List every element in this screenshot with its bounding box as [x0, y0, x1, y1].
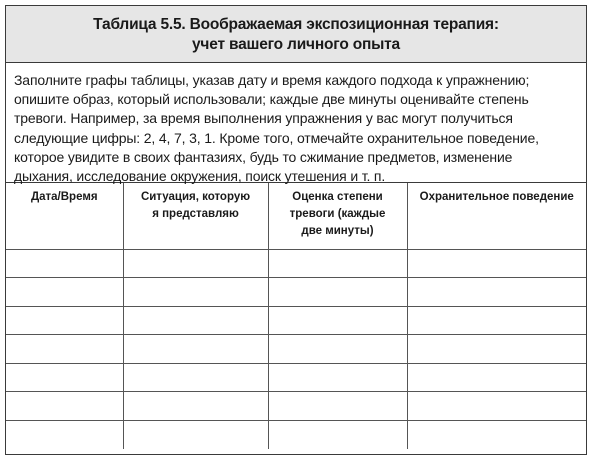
- table-row: [6, 249, 586, 278]
- table-cell[interactable]: [6, 420, 123, 449]
- table-title-line-1: Таблица 5.5. Воображаемая экспозиционная терапия:: [93, 16, 499, 33]
- table-cell[interactable]: [123, 278, 268, 307]
- table-title-line-2: учет вашего личного опыта: [192, 36, 400, 53]
- table-row: [6, 363, 586, 392]
- table-cell[interactable]: [268, 249, 407, 278]
- table-cell[interactable]: [407, 306, 586, 335]
- column-header-situation: [123, 183, 268, 249]
- table-row: [6, 392, 586, 421]
- table-cell[interactable]: [6, 335, 123, 364]
- instructions-line: Заполните графы таблицы, указав дату и время каждого подхода к упражнению;: [14, 72, 530, 88]
- table-cell[interactable]: [123, 363, 268, 392]
- table-cell[interactable]: [268, 278, 407, 307]
- table-cell[interactable]: [407, 249, 586, 278]
- table-cell[interactable]: [123, 335, 268, 364]
- table-cell[interactable]: [268, 335, 407, 364]
- log-table: [6, 183, 586, 449]
- table-row: [6, 306, 586, 335]
- column-header-line: я представляю: [152, 208, 239, 220]
- table-row: [6, 278, 586, 307]
- column-header-line: Дата/Время: [30, 191, 98, 203]
- exposure-log-form: [5, 5, 587, 455]
- log-table-body: [6, 249, 586, 449]
- table-cell[interactable]: [407, 278, 586, 307]
- table-cell[interactable]: [268, 392, 407, 421]
- table-cell[interactable]: [123, 249, 268, 278]
- column-header-anxiety-rating: [268, 183, 407, 249]
- log-table-header-row: [6, 183, 586, 249]
- column-header-line: Ситуация, которую: [140, 191, 251, 203]
- instructions-line: опишите образ, который использовали; каждые две минуты оценивайте степень: [14, 91, 529, 108]
- instructions-line: тревоги. Например, за время выполнения упражнения у вас могут получиться: [14, 110, 513, 127]
- table-cell[interactable]: [268, 363, 407, 392]
- table-cell[interactable]: [268, 306, 407, 335]
- column-header-datetime: [6, 183, 123, 249]
- table-cell[interactable]: [407, 363, 586, 392]
- table-cell[interactable]: [123, 306, 268, 335]
- column-header-line: Оценка степени: [292, 191, 383, 203]
- table-cell[interactable]: [6, 278, 123, 307]
- table-cell[interactable]: [6, 306, 123, 335]
- table-cell[interactable]: [6, 363, 123, 392]
- column-header-line: две минуты): [301, 225, 374, 237]
- column-header-safety-behavior: [407, 183, 586, 249]
- table-row: [6, 335, 586, 364]
- table-cell[interactable]: [123, 420, 268, 449]
- column-header-line: Охранительное поведение: [419, 191, 574, 203]
- table-cell[interactable]: [268, 420, 407, 449]
- table-cell[interactable]: [407, 420, 586, 449]
- table-row: [6, 420, 586, 449]
- instructions-line: следующие цифры: 2, 4, 7, 3, 1. Кроме того, отмечайте охранительное поведение,: [14, 129, 539, 146]
- table-title-box: [6, 6, 586, 63]
- table-cell[interactable]: [6, 392, 123, 421]
- column-header-line: тревоги (каждые: [289, 208, 386, 220]
- table-cell[interactable]: [123, 392, 268, 421]
- table-cell[interactable]: [407, 335, 586, 364]
- instructions-text: [6, 63, 586, 183]
- instructions-line: дыхания, исследование окружения, поиск утешения и т. п.: [14, 168, 386, 185]
- table-cell[interactable]: [6, 249, 123, 278]
- table-cell[interactable]: [407, 392, 586, 421]
- instructions-line: которое увидите в своих фантазиях, будь то сжимание предметов, изменение: [14, 148, 513, 165]
